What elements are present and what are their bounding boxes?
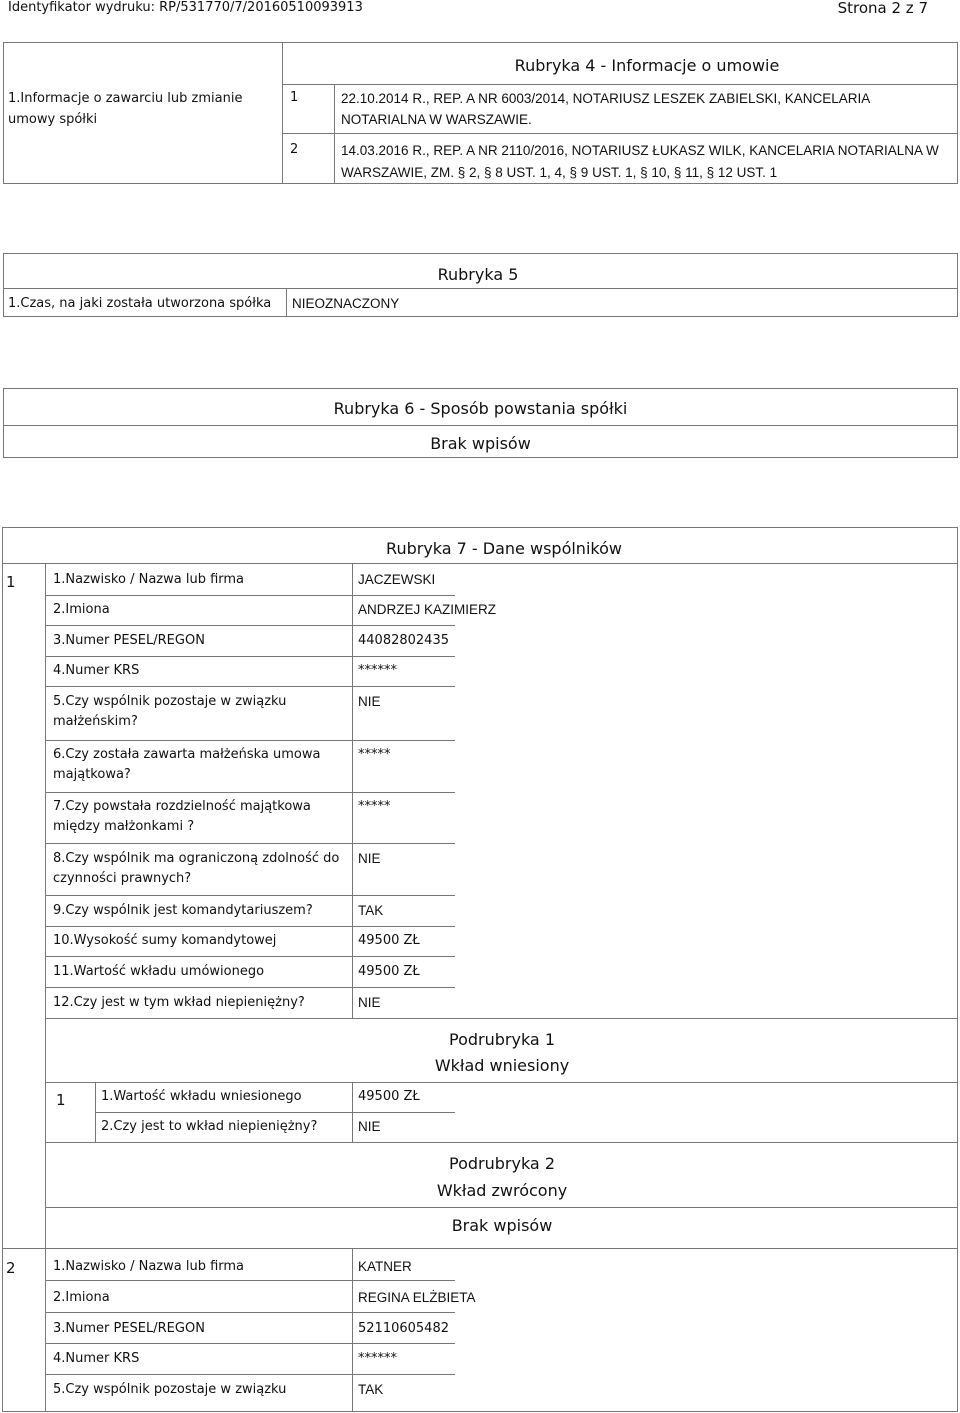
print-identifier: Identyfikator wydruku: RP/531770/7/20160510093913 xyxy=(8,0,363,15)
rubryka-6-empty: Brak wpisów xyxy=(430,434,531,453)
p2-value-pesel: 52110605482 xyxy=(358,1321,449,1336)
partner-2-number: 2 xyxy=(6,1259,16,1277)
r4-row-1-num: 1 xyxy=(290,90,299,105)
sub1-subtitle: Wkład wniesiony xyxy=(434,1056,570,1075)
p2-value-surname: KATNER xyxy=(358,1259,412,1274)
sub2-subtitle: Wkład zwrócony xyxy=(436,1181,568,1200)
p1-label-names: 2.Imiona xyxy=(53,602,110,617)
rubryka-5-title: Rubryka 5 xyxy=(437,265,519,284)
sub1-label-value: 1.Wartość wkładu wniesionego xyxy=(101,1089,302,1104)
page-number: Strona 2 z 7 xyxy=(837,0,928,17)
p1-label-non-cash: 12.Czy jest w tym wkład niepieniężny? xyxy=(53,995,305,1010)
sub2-title: Podrubryka 2 xyxy=(449,1154,555,1173)
p1-label-marriage: 5.Czy wspólnik pozostaje w związku małżeńskim? xyxy=(53,694,287,729)
p2-label-surname: 1.Nazwisko / Nazwa lub firma xyxy=(53,1259,245,1274)
rubryka-5-value: NIEOZNACZONY xyxy=(292,296,400,311)
p1-label-separation: 7.Czy powstała rozdzielność majątkowa między małżonkami ? xyxy=(53,799,311,834)
p1-value-krs: ****** xyxy=(358,663,397,678)
p2-value-marriage: TAK xyxy=(358,1382,384,1397)
p2-label-pesel: 3.Numer PESEL/REGON xyxy=(53,1321,205,1336)
rubryka-4-title: Rubryka 4 - Informacje o umowie xyxy=(514,56,780,75)
p1-value-contribution: 49500 ZŁ xyxy=(358,964,420,979)
p1-value-limited-partner: TAK xyxy=(358,903,384,918)
sub1-number: 1 xyxy=(56,1091,66,1109)
sub1-title: Podrubryka 1 xyxy=(449,1030,555,1049)
sub1-label-non-cash: 2.Czy jest to wkład niepieniężny? xyxy=(101,1119,318,1134)
rubryka-6-title: Rubryka 6 - Sposób powstania spółki xyxy=(333,399,628,418)
p1-value-names: ANDRZEJ KAZIMIERZ xyxy=(358,602,497,617)
sub1-value-non-cash: NIE xyxy=(358,1119,381,1134)
p1-label-limited-partner: 9.Czy wspólnik jest komandytariuszem? xyxy=(53,903,313,918)
p1-value-marriage: NIE xyxy=(358,694,381,709)
sub1-value-value: 49500 ZŁ xyxy=(358,1089,420,1104)
p2-value-names: REGINA ELŻBIETA xyxy=(358,1290,476,1305)
rubryka-5-label: 1.Czas, na jaki została utworzona spółka xyxy=(8,296,272,311)
rubryka-4-label: 1.Informacje o zawarciu lub zmianie umowy spółki xyxy=(8,91,243,127)
p2-value-krs: ****** xyxy=(358,1351,397,1366)
p1-label-limited-sum: 10.Wysokość sumy komandytowej xyxy=(53,933,277,948)
p1-label-contribution: 11.Wartość wkładu umówionego xyxy=(53,964,265,979)
p1-value-surname: JACZEWSKI xyxy=(358,572,436,587)
rubryka-7-title: Rubryka 7 - Dane wspólników xyxy=(386,539,622,558)
p2-label-marriage: 5.Czy wspólnik pozostaje w związku xyxy=(53,1382,287,1397)
p1-value-limited-sum: 49500 ZŁ xyxy=(358,933,420,948)
r4-row-2-num: 2 xyxy=(290,142,299,157)
p2-label-krs: 4.Numer KRS xyxy=(53,1351,140,1366)
p1-label-pesel: 3.Numer PESEL/REGON xyxy=(53,633,205,648)
p1-value-separation: ***** xyxy=(358,799,391,814)
p1-label-surname: 1.Nazwisko / Nazwa lub firma xyxy=(53,572,245,587)
p2-label-names: 2.Imiona xyxy=(53,1290,110,1305)
p1-label-capacity: 8.Czy wspólnik ma ograniczoną zdolność do czynności prawnych? xyxy=(53,851,340,886)
p1-value-marital-contract: ***** xyxy=(358,747,391,762)
r4-row-2-text: 14.03.2016 R., REP. A NR 2110/2016, NOTARIUSZ ŁUKASZ WILK, KANCELARIA NOTARIALNA W WARSZAWIE, ZM. § 2, § 8 UST. 1, 4, § 9 UST. 1, § 10, § 11, § 12 UST. 1 xyxy=(341,143,939,180)
partner-1-number: 1 xyxy=(6,573,16,591)
p1-value-capacity: NIE xyxy=(358,851,381,866)
r4-row-1-text: 22.10.2014 R., REP. A NR 6003/2014, NOTARIUSZ LESZEK ZABIELSKI, KANCELARIA NOTARIALNA W WARSZAWIE. xyxy=(341,91,870,127)
p1-value-pesel: 44082802435 xyxy=(358,633,449,648)
p1-label-krs: 4.Numer KRS xyxy=(53,663,140,678)
sub2-empty: Brak wpisów xyxy=(451,1216,553,1235)
p1-label-marital-contract: 6.Czy została zawarta małżeńska umowa majątkowa? xyxy=(53,747,321,782)
p1-value-non-cash: NIE xyxy=(358,995,381,1010)
